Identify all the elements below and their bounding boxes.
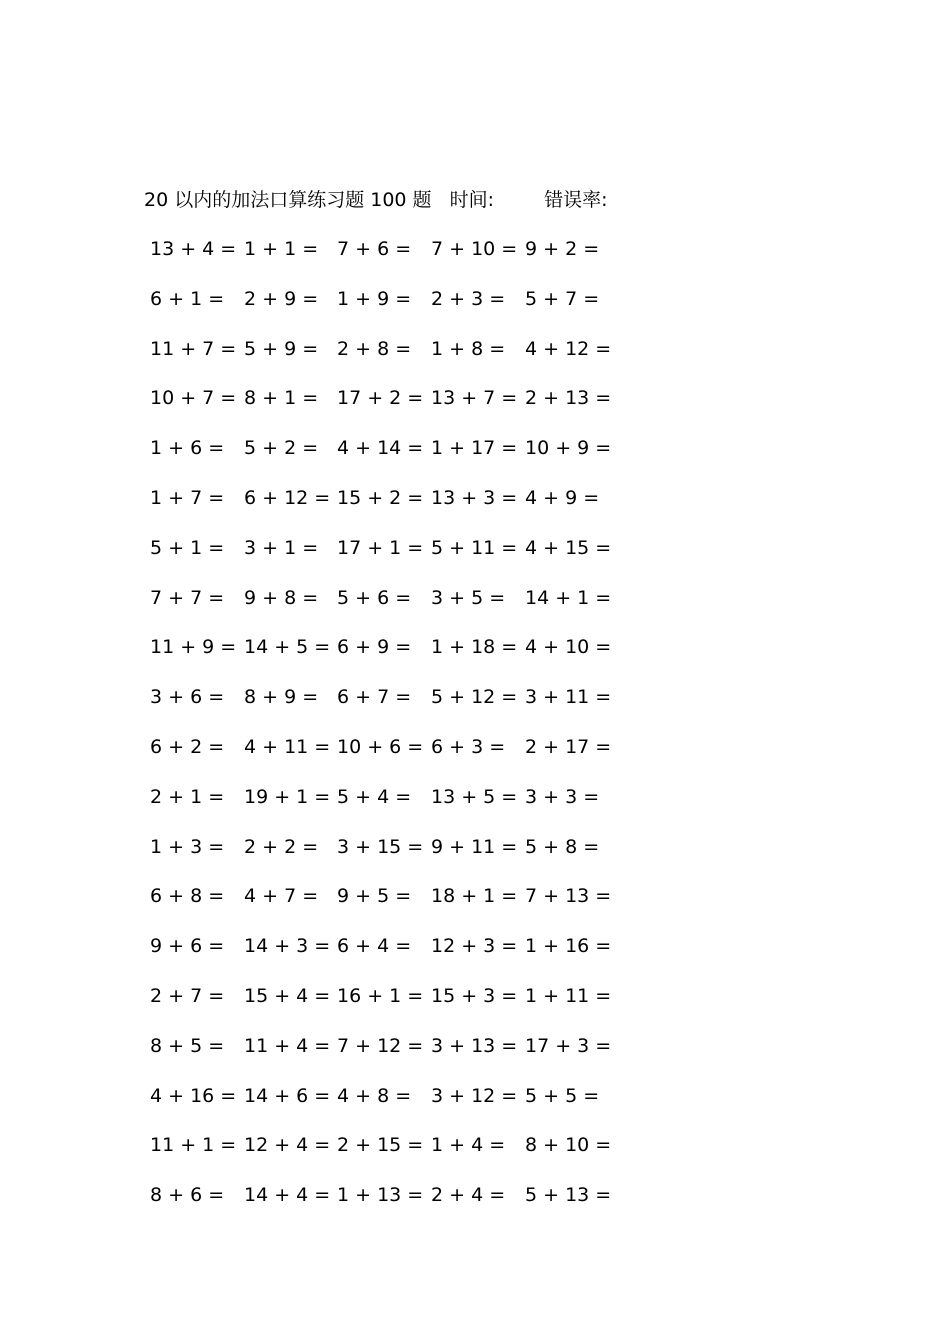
- problem-item: 1 + 8 =: [431, 337, 506, 360]
- problem-item: 2 + 2 =: [244, 835, 319, 858]
- problem-item: 14 + 3 =: [244, 935, 331, 958]
- problem-item: 3 + 6 =: [150, 686, 225, 709]
- problem-item: 18 + 1 =: [431, 885, 518, 908]
- problem-item: 5 + 6 =: [337, 586, 412, 609]
- problem-item: 5 + 1 =: [150, 536, 225, 559]
- problem-item: 14 + 1 =: [525, 586, 612, 609]
- problem-row: [144, 534, 624, 584]
- problem-item: 3 + 5 =: [431, 586, 506, 609]
- problem-item: 1 + 4 =: [431, 1134, 506, 1157]
- problem-item: 11 + 9 =: [150, 636, 237, 659]
- problem-item: 12 + 3 =: [431, 935, 518, 958]
- problem-row: [144, 1131, 624, 1181]
- problem-item: 3 + 1 =: [244, 536, 319, 559]
- problem-item: 13 + 5 =: [431, 785, 518, 808]
- problem-item: 5 + 8 =: [525, 835, 600, 858]
- problem-item: 13 + 7 =: [431, 387, 518, 410]
- problem-item: 1 + 3 =: [150, 835, 225, 858]
- problem-item: 4 + 10 =: [525, 636, 612, 659]
- problem-item: 2 + 9 =: [244, 287, 319, 310]
- problem-item: 2 + 13 =: [525, 387, 612, 410]
- problem-item: 1 + 11 =: [525, 984, 612, 1007]
- problem-item: 4 + 15 =: [525, 536, 612, 559]
- problem-item: 7 + 6 =: [337, 238, 412, 260]
- problem-item: 8 + 5 =: [150, 1034, 225, 1057]
- time-label: 时间:: [449, 189, 495, 211]
- problem-item: 1 + 9 =: [337, 287, 412, 310]
- problem-item: 9 + 6 =: [150, 935, 225, 958]
- problem-item: 7 + 7 =: [150, 586, 225, 609]
- title-main: 20 以内的加法口算练习题 100 题: [144, 189, 432, 211]
- error-rate-label: 错误率:: [544, 189, 608, 211]
- problem-item: 11 + 7 =: [150, 337, 237, 360]
- problem-item: 8 + 9 =: [244, 686, 319, 709]
- problem-item: 1 + 16 =: [525, 935, 612, 958]
- problem-item: 2 + 17 =: [525, 735, 612, 758]
- problem-item: 4 + 16 =: [150, 1084, 237, 1107]
- problem-item: 2 + 7 =: [150, 984, 225, 1007]
- problem-item: 6 + 7 =: [337, 686, 412, 709]
- problem-item: 6 + 12 =: [244, 486, 331, 509]
- problem-item: 5 + 2 =: [244, 437, 319, 460]
- problem-item: 3 + 13 =: [431, 1034, 518, 1057]
- problem-item: 4 + 14 =: [337, 437, 424, 460]
- problem-item: 3 + 12 =: [431, 1084, 518, 1107]
- problem-item: 9 + 5 =: [337, 885, 412, 908]
- problem-item: 5 + 9 =: [244, 337, 319, 360]
- problem-item: 3 + 11 =: [525, 686, 612, 709]
- problem-item: 4 + 9 =: [525, 486, 600, 509]
- problem-item: 14 + 4 =: [244, 1184, 331, 1207]
- problem-row: [144, 484, 624, 534]
- problem-item: 4 + 8 =: [337, 1084, 412, 1107]
- problem-item: 14 + 5 =: [244, 636, 331, 659]
- problem-item: 1 + 17 =: [431, 437, 518, 460]
- problem-item: 3 + 3 =: [525, 785, 600, 808]
- problem-item: 19 + 1 =: [244, 785, 331, 808]
- worksheet-title: [144, 186, 607, 214]
- problem-item: 9 + 8 =: [244, 586, 319, 609]
- problem-item: 10 + 9 =: [525, 437, 612, 460]
- problem-item: 4 + 11 =: [244, 735, 331, 758]
- problem-item: 5 + 13 =: [525, 1184, 612, 1207]
- problem-item: 12 + 4 =: [244, 1134, 331, 1157]
- problem-row: [144, 434, 624, 484]
- problem-row: [144, 235, 624, 285]
- problem-item: 4 + 7 =: [244, 885, 319, 908]
- problem-item: 1 + 7 =: [150, 486, 225, 509]
- problem-item: 7 + 13 =: [525, 885, 612, 908]
- problem-row: [144, 584, 624, 634]
- problem-row: [144, 335, 624, 385]
- problem-item: 10 + 6 =: [337, 735, 424, 758]
- problem-item: 2 + 8 =: [337, 337, 412, 360]
- problem-item: 2 + 15 =: [337, 1134, 424, 1157]
- problem-item: 15 + 2 =: [337, 486, 424, 509]
- problem-row: [144, 1032, 624, 1082]
- problem-item: 4 + 12 =: [525, 337, 612, 360]
- problem-item: 17 + 2 =: [337, 387, 424, 410]
- problem-item: 5 + 4 =: [337, 785, 412, 808]
- problem-row: [144, 1082, 624, 1132]
- problem-row: [144, 1181, 624, 1231]
- problem-item: 1 + 1 =: [244, 238, 319, 260]
- problem-item: 13 + 3 =: [431, 486, 518, 509]
- problem-item: 9 + 2 =: [525, 238, 600, 260]
- problem-item: 5 + 5 =: [525, 1084, 600, 1107]
- problem-item: 8 + 1 =: [244, 387, 319, 410]
- problem-item: 10 + 7 =: [150, 387, 237, 410]
- problem-row: [144, 882, 624, 932]
- problem-row: [144, 285, 624, 335]
- problem-item: 2 + 3 =: [431, 287, 506, 310]
- problem-grid: [144, 235, 624, 1231]
- problem-item: 5 + 12 =: [431, 686, 518, 709]
- problem-item: 8 + 6 =: [150, 1184, 225, 1207]
- problem-item: 17 + 1 =: [337, 536, 424, 559]
- problem-row: [144, 783, 624, 833]
- problem-item: 5 + 7 =: [525, 287, 600, 310]
- problem-item: 14 + 6 =: [244, 1084, 331, 1107]
- problem-row: [144, 982, 624, 1032]
- problem-item: 6 + 1 =: [150, 287, 225, 310]
- problem-item: 9 + 11 =: [431, 835, 518, 858]
- problem-item: 6 + 3 =: [431, 735, 506, 758]
- problem-item: 5 + 11 =: [431, 536, 518, 559]
- problem-item: 1 + 13 =: [337, 1184, 424, 1207]
- problem-item: 6 + 2 =: [150, 735, 225, 758]
- problem-item: 13 + 4 =: [150, 238, 237, 260]
- problem-row: [144, 733, 624, 783]
- problem-row: [144, 633, 624, 683]
- problem-item: 15 + 3 =: [431, 984, 518, 1007]
- problem-item: 2 + 4 =: [431, 1184, 506, 1207]
- problem-row: [144, 384, 624, 434]
- problem-item: 1 + 18 =: [431, 636, 518, 659]
- problem-item: 16 + 1 =: [337, 984, 424, 1007]
- problem-row: [144, 833, 624, 883]
- problem-item: 6 + 4 =: [337, 935, 412, 958]
- problem-item: 11 + 1 =: [150, 1134, 237, 1157]
- problem-item: 8 + 10 =: [525, 1134, 612, 1157]
- problem-item: 11 + 4 =: [244, 1034, 331, 1057]
- problem-item: 7 + 12 =: [337, 1034, 424, 1057]
- problem-row: [144, 683, 624, 733]
- problem-item: 17 + 3 =: [525, 1034, 612, 1057]
- problem-item: 7 + 10 =: [431, 238, 518, 260]
- problem-item: 6 + 8 =: [150, 885, 225, 908]
- problem-item: 3 + 15 =: [337, 835, 424, 858]
- problem-row: [144, 932, 624, 982]
- problem-item: 2 + 1 =: [150, 785, 225, 808]
- problem-item: 1 + 6 =: [150, 437, 225, 460]
- problem-item: 15 + 4 =: [244, 984, 331, 1007]
- problem-item: 6 + 9 =: [337, 636, 412, 659]
